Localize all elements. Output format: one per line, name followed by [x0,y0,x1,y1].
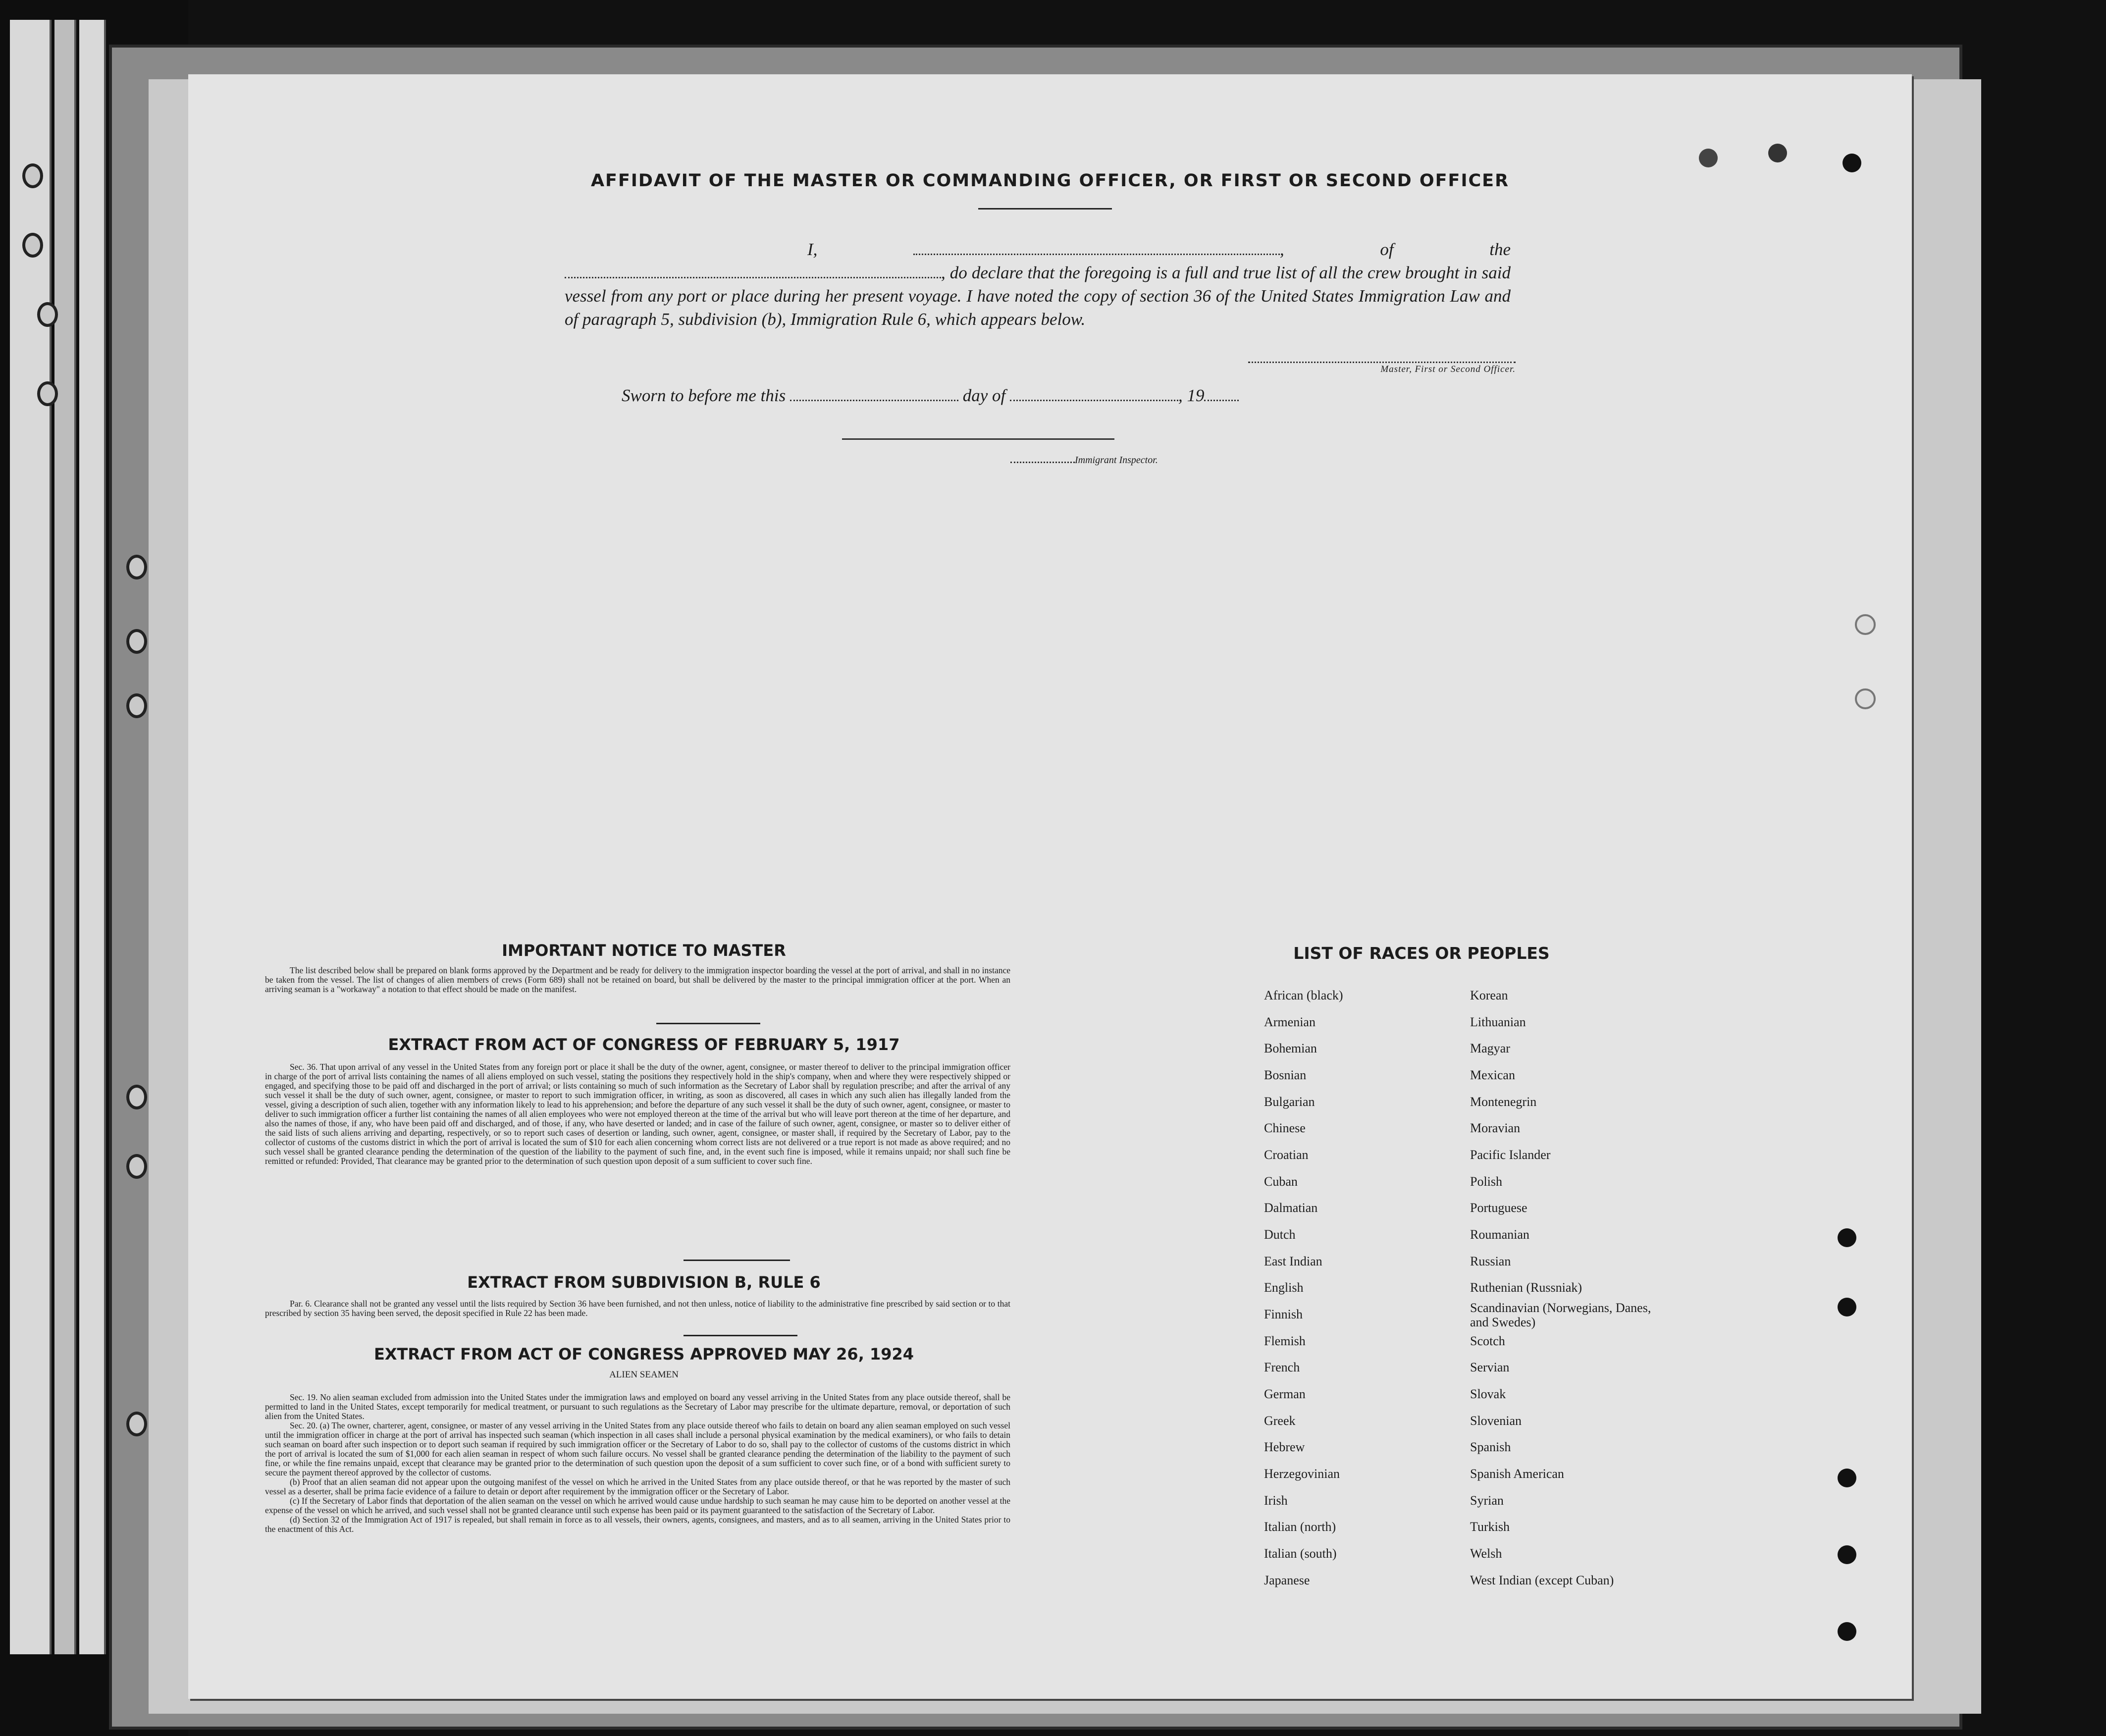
section-rule [684,1335,797,1336]
inspector-label: Immigrant Inspector. [1010,455,1158,466]
race-item: Portuguese [1470,1201,1527,1215]
race-item: Russian [1470,1254,1511,1268]
punch-hole [126,693,147,718]
race-item: Lithuanian [1470,1015,1526,1029]
signature-line[interactable] [1248,362,1516,363]
declarant-label: I, [807,240,818,259]
extract-1924-paragraph: Sec. 19. No alien seaman excluded from admission into the United States under the immigration laws and employed on board any vessel arriving in the United States from any place outside thereof, shall be permitted to land in the United States, except temporarily for medical treatment, or pursuant to such regulations as the Secretary of Labor may prescribe for the ultimate departure, removal, or deportation of such alien from the United States. [265,1392,1010,1421]
race-item: Italian (south) [1264,1546,1337,1561]
binder-strip [10,20,52,1654]
extract-1924-paragraph: (d) Section 32 of the Immigration Act of 1917 is repealed, but shall remain in force as to all vessels, their owners, agents, consignees, and masters, and as to all seamen, arriving in the United States prior to the enactment of this Act. [265,1515,1010,1534]
notice-text: The list described below shall be prepared on blank forms approved by the Department and be ready for delivery to the immigration inspector boarding the vessel at the port of arrival, and shall in no instance be taken from the vessel. The list of changes of alien members of crews (Form 689) shall not be retained on board, but shall be delivered by the master to the principal immigration officer at the port. When an arriving seaman is a "workaway" a notation to that effect should be made on the manifest. [265,965,1010,994]
punch-hole [126,555,147,579]
race-item: Dutch [1264,1227,1296,1242]
race-item: Japanese [1264,1573,1310,1587]
race-item: Scandinavian (Norwegians, Danes, and Swedes) [1470,1301,1651,1329]
race-item: Spanish [1470,1440,1511,1454]
race-item: Welsh [1470,1546,1502,1561]
alien-seamen-subtitle: ALIEN SEAMEN [609,1369,679,1380]
punch-mark [1838,1298,1856,1316]
extract-rule6-title: EXTRACT FROM SUBDIVISION B, RULE 6 [467,1273,821,1292]
punch-mark [1699,149,1718,167]
punch-mark [1843,154,1861,172]
race-item: Greek [1264,1414,1296,1428]
race-item: Bosnian [1264,1068,1307,1082]
race-item: Finnish [1264,1307,1303,1321]
race-item: Slovenian [1470,1414,1522,1428]
race-item: Roumanian [1470,1227,1529,1242]
race-item: French [1264,1360,1300,1374]
section-rule [656,1023,760,1024]
punch-ring [1855,614,1876,635]
race-item: Flemish [1264,1334,1306,1348]
race-item: Hebrew [1264,1440,1305,1454]
punch-mark [1838,1228,1856,1247]
extract-1924-paragraph: Sec. 20. (a) The owner, charterer, agent, consignee, or master of any vessel arriving in the United States from any place outside thereof who fails to detain on board any alien seaman employed on such vessel until the immigration officer in charge at the port of arrival has inspected such seaman (which inspection in all cases shall include a personal physical examination by the medical examiners), or who fails to detain such seaman on board after such inspection or to deport such seaman if required by such immigration officer or the Secretary of Labor to do so, shall pay to the collector of customs of the customs district in which the port of arrival is located the sum of $1,000 for each alien seaman in respect of whom such failure occurs. No vessel shall be granted clearance pending the determination of the liability to the payment of such fine, or while the fine remains unpaid, except that clearance may be granted prior to the determination of such question upon the deposit of a sum sufficient to cover such fine, or of a bond with sufficient surety to secure the payment thereof approved by the collector of customs. [265,1420,1010,1477]
punch-hole [37,302,58,327]
punch-hole [126,1412,147,1436]
vessel-label: , of the [1280,240,1511,259]
race-item: German [1264,1387,1306,1401]
race-item: Italian (north) [1264,1520,1336,1534]
extract-1924-paragraph: (b) Proof that an alien seaman did not appear upon the outgoing manifest of the vessel on which he arrived in the United States from any place outside thereof, or that he was reported by the master of such vessel as a deserter, shall be prima facie evidence of a failure to detain or deport after requirement by the immigration officer or the Secretary of Labor. [265,1477,1010,1496]
extract-1924-title: EXTRACT FROM ACT OF CONGRESS APPROVED MAY 26, 1924 [373,1345,914,1364]
document-page [188,74,1912,1699]
binder-strip [79,20,106,1654]
section-rule [684,1260,790,1261]
race-item: Korean [1470,988,1508,1002]
sworn-month-field[interactable] [1010,400,1178,401]
race-item: Cuban [1264,1174,1298,1189]
inspector-signature-line[interactable] [842,438,1114,440]
year-label: , 19 [1178,386,1205,405]
punch-mark [1768,144,1787,162]
punch-hole [126,629,147,654]
race-item: Turkish [1470,1520,1510,1534]
affidavit-title: AFFIDAVIT OF THE MASTER OR COMMANDING OFFICER, OR FIRST OR SECOND OFFICER [590,171,1510,191]
declarant-name-field[interactable] [913,254,1280,255]
race-item: Chinese [1264,1121,1306,1135]
race-item: Servian [1470,1360,1510,1374]
race-item: Croatian [1264,1148,1309,1162]
race-item: Magyar [1470,1041,1510,1055]
race-item: Moravian [1470,1121,1521,1135]
extract-1924-paragraph: (c) If the Secretary of Labor finds that deportation of the alien seaman on the vessel on which he arrived would cause undue hardship to such seaman he may cause him to be deported on another vessel at the expense of the vessel on which he arrived, and such vessel shall not be granted clearance until such expense has been paid or its payment guaranteed to the satisfaction of the Secretary of Labor. [265,1496,1010,1515]
race-item: Irish [1264,1493,1288,1508]
punch-mark [1838,1469,1856,1487]
extract-1924-text [265,1393,1010,1534]
punch-mark [1838,1622,1856,1641]
races-title: LIST OF RACES OR PEOPLES [1293,944,1550,963]
punch-ring [1855,688,1876,709]
day-of-label: day of [962,386,1006,405]
race-item: African (black) [1264,988,1343,1002]
race-item: Scotch [1470,1334,1505,1348]
sworn-label: Sworn to before me this [622,386,786,405]
race-item: Spanish American [1470,1467,1564,1481]
punch-hole [126,1154,147,1179]
race-item: Polish [1470,1174,1503,1189]
race-item: Montenegrin [1470,1095,1537,1109]
extract-rule6-text: Par. 6. Clearance shall not be granted any vessel until the lists required by Section 36 have been furnished, and not then unless, notice of liability to the administrative fine prescribed by said section or to that prescribed by section 35 having been served, the deposit specified in Rule 22 has been made. [265,1299,1010,1318]
race-item: Bohemian [1264,1041,1317,1055]
race-item: Mexican [1470,1068,1515,1082]
race-item: English [1264,1280,1304,1295]
race-item: West Indian (except Cuban) [1470,1573,1614,1587]
declare-label: , do declare [941,263,1023,282]
race-item: East Indian [1264,1254,1322,1268]
punch-hole [22,163,43,188]
vessel-name-field[interactable] [565,277,941,278]
punch-hole [22,233,43,258]
sworn-year-field[interactable] [1204,400,1239,401]
race-item: Pacific Islander [1470,1148,1551,1162]
affidavit-statement [565,238,1511,331]
binder-strip [54,20,76,1654]
inspector-dots [1010,462,1075,463]
punch-hole [37,381,58,406]
punch-hole [126,1085,147,1109]
extract-1917-text: Sec. 36. That upon arrival of any vessel in the United States from any foreign port or place it shall be the duty of the owner, agent, consignee, or master thereof to deliver to the principal immigration officer in charge of the port of arrival lists containing the names of all aliens employed on such vessel, stating the positions they respectively hold in the ship's company, when and where they were respectively shipped or engaged, and specifying those to be paid off and discharged in the port of arrival; or lists containing so much of such information as the Secretary of Labor shall by regulation prescribe; and after the arrival of any such vessel it shall be the duty of such owner, agent, consignee, or master to report to such immigration officer, in writing, as soon as discovered, all cases in which any such alien has illegally landed from the vessel, giving a description of such alien, together with any information likely to lead to his apprehension; and before the departure of any such vessel it shall be the duty of such owner, agent, consignee, or master to deliver to such immigration officer a further list containing the names of all alien employees who were not employed thereon at the time of the arrival but who will leave port thereon at the time of her departure, and also the names of those, if any, who have been paid off and discharged, and of those, if any, who have deserted or landed; and in case of the failure of such owner, agent, consignee, or master so to deliver either of the said lists of such aliens arriving and departing, respectively, or so to report such cases of desertion or landing, such owner, agent, consignee, or master shall, if required by the Secretary of Labor, pay to the collector of customs of the customs district in which the port of arrival is located the sum of $10 for each alien concerning whom correct lists are not delivered or a true report is not made as above required; and no such vessel shall be granted clearance pending the determination of the question of the liability to the payment of such fine, and, in the event such fine is imposed, while it remains unpaid; nor shall such fine be remitted or refunded: Provided, That clearance may be granted prior to the determination of such question upon deposit of a sum sufficient to cover such fine. [265,1062,1010,1166]
race-item: Ruthenian (Russniak) [1470,1280,1582,1295]
race-item: Slovak [1470,1387,1506,1401]
race-item: Dalmatian [1264,1201,1318,1215]
affidavit-body: that the foregoing is a full and true list of all the crew brought in said vessel from any port or place during her present voyage. I have noted the copy of section 36 of the United States Immigration Law and of paragraph 5, subdivision (b), Immigration Rule 6, which appears below. [565,263,1511,329]
title-rule [978,208,1112,210]
race-item: Bulgarian [1264,1095,1315,1109]
race-item: Syrian [1470,1493,1504,1508]
signature-label: Master, First or Second Officer. [1380,364,1516,374]
sworn-day-field[interactable] [790,400,958,401]
extract-1917-title: EXTRACT FROM ACT OF CONGRESS OF FEBRUARY 5, 1917 [388,1035,900,1054]
race-item: Herzegovinian [1264,1467,1340,1481]
race-item: Armenian [1264,1015,1316,1029]
sworn-line [622,384,1239,407]
notice-title: IMPORTANT NOTICE TO MASTER [502,941,786,960]
punch-mark [1838,1545,1856,1564]
